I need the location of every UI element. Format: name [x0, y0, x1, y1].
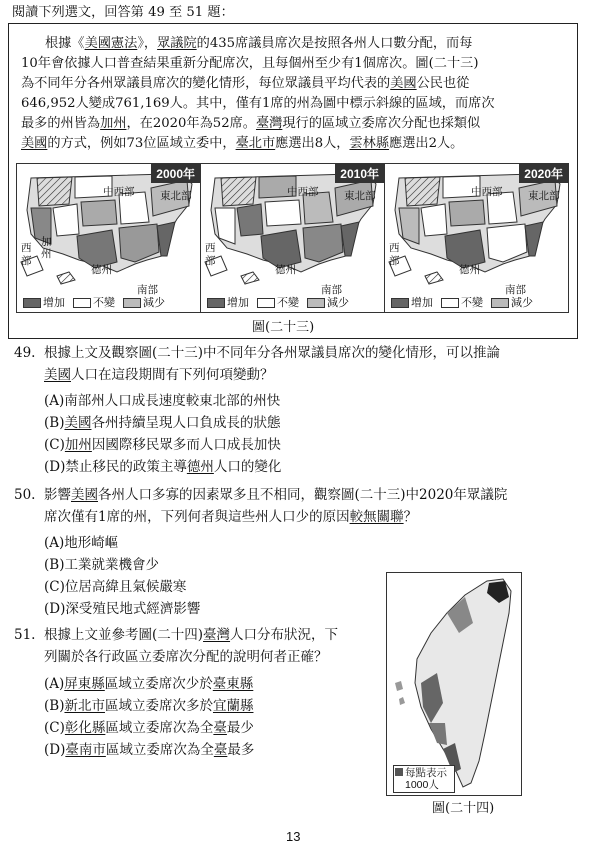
q50-option-d[interactable]: (D)深受殖民地式經濟影響	[44, 601, 201, 617]
region-label-west: 西	[205, 242, 216, 254]
passage-line-6: 美國的方式，例如73位區域立委中，臺北市應選出8人，雲林縣應選出2人。	[21, 136, 464, 151]
region-label-northeast: 東北部	[344, 190, 376, 202]
q49-stem-1: 根據上文及觀察圖(二十三)中不同年分各州眾議員席次的變化情形，可以推論	[44, 345, 501, 361]
dot-legend: 每點表示 1000人	[393, 765, 455, 793]
q49-option-d[interactable]: (D)禁止移民的政策主導德州人口的變化	[44, 459, 282, 475]
q50-stem-1: 影響美國各州人口多寡的因素眾多且不相同，觀察圖(二十三)中2020年眾議院	[44, 487, 508, 503]
passage-line-4: 646,952人變成761,169人。其中，僅有1席的州為圖中標示斜線的區域，而席次	[21, 96, 495, 111]
state-label-ca-2: 州	[41, 248, 52, 260]
us-map-2000	[16, 163, 201, 313]
region-label-midwest: 中西部	[287, 186, 319, 198]
map-year-label: 2010年	[335, 164, 384, 183]
figure-24-caption: 圖(二十四)	[432, 801, 495, 816]
q51-option-d[interactable]: (D)臺南市區域立委席次為全臺最多	[44, 742, 255, 758]
state-label-tx: 德州	[91, 264, 112, 276]
taiwan-dot-map	[386, 572, 522, 796]
taiwan-map-graphic	[387, 573, 521, 795]
q50-option-c[interactable]: (C)位居高緯且氣候嚴寒	[44, 579, 187, 595]
section-header: 閱讀下列選文，回答第 49 至 51 題：	[12, 5, 234, 20]
region-label-west: 西	[389, 242, 400, 254]
q49-stem-2: 美國人口在這段期間有下列何項變動？	[44, 367, 274, 383]
q49-option-a[interactable]: (A)南部州人口成長速度較東北部的州快	[44, 393, 281, 409]
q51-stem-2: 列關於各行政區立委席次分配的說明何者正確？	[44, 649, 328, 665]
region-label-midwest: 中西部	[471, 186, 503, 198]
us-map-2010	[200, 163, 385, 313]
passage-line-3: 為不同年分各州眾議員席次的變化情形，每位眾議員平均代表的美國公民也從	[21, 76, 470, 91]
q51-stem-1: 根據上文並參考圖(二十四)臺灣人口分布狀況，下	[44, 627, 339, 643]
region-label-west-2: 部	[21, 255, 32, 267]
us-map-2020	[384, 163, 569, 313]
state-label-ca: 加	[41, 236, 52, 248]
q50-number: 50.	[14, 487, 36, 503]
q50-option-b[interactable]: (B)工業就業機會少	[44, 557, 159, 573]
region-label-west-2: 部	[389, 255, 400, 267]
passage-line-2: 10年會依據人口普查結果重新分配席次，且每個州至少有1個席次。圖(二十三)	[21, 56, 479, 71]
region-label-south: 南部	[137, 284, 158, 296]
region-label-west: 西	[21, 242, 32, 254]
map-legend: 增加 不變 減少	[391, 294, 533, 310]
region-label-west-2: 部	[205, 255, 216, 267]
region-label-northeast: 東北部	[528, 190, 560, 202]
q49-option-c[interactable]: (C)加州因國際移民眾多而人口成長加快	[44, 437, 281, 453]
map-legend: 增加 不變 減少	[23, 294, 165, 310]
q51-option-a[interactable]: (A)屏東縣區域立委席次少於臺東縣	[44, 676, 254, 692]
region-label-northeast: 東北部	[160, 190, 192, 202]
page-number: 13	[286, 829, 301, 844]
figure-23-caption: 圖(二十三)	[252, 320, 315, 335]
region-label-south: 南部	[505, 284, 526, 296]
map-legend: 增加 不變 減少	[207, 294, 349, 310]
q51-number: 51.	[14, 627, 36, 643]
q50-option-a[interactable]: (A)地形崎嶇	[44, 535, 119, 551]
map-year-label: 2000年	[151, 164, 200, 183]
passage-line-1: 根據《美國憲法》，眾議院的435席議員席次是按照各州人口數分配，而每	[45, 36, 473, 51]
region-label-south: 南部	[321, 284, 342, 296]
region-label-midwest: 中西部	[103, 186, 135, 198]
state-label-tx: 德州	[275, 264, 296, 276]
q49-number: 49.	[14, 345, 36, 361]
q49-option-b[interactable]: (B)美國各州持續呈現人口負成長的狀態	[44, 415, 281, 431]
q51-option-c[interactable]: (C)彰化縣區域立委席次為全臺最少	[44, 720, 254, 736]
map-year-label: 2020年	[519, 164, 568, 183]
q51-option-b[interactable]: (B)新北市區域立委席次多於宜蘭縣	[44, 698, 254, 714]
state-label-tx: 德州	[459, 264, 480, 276]
q50-stem-2: 席次僅有1席的州，下列何者與這些州人口少的原因較無關聯？	[44, 509, 418, 525]
passage-line-5: 最多的州皆為加州，在2020年為52席。臺灣現行的區域立委席次分配也採類似	[21, 116, 481, 131]
